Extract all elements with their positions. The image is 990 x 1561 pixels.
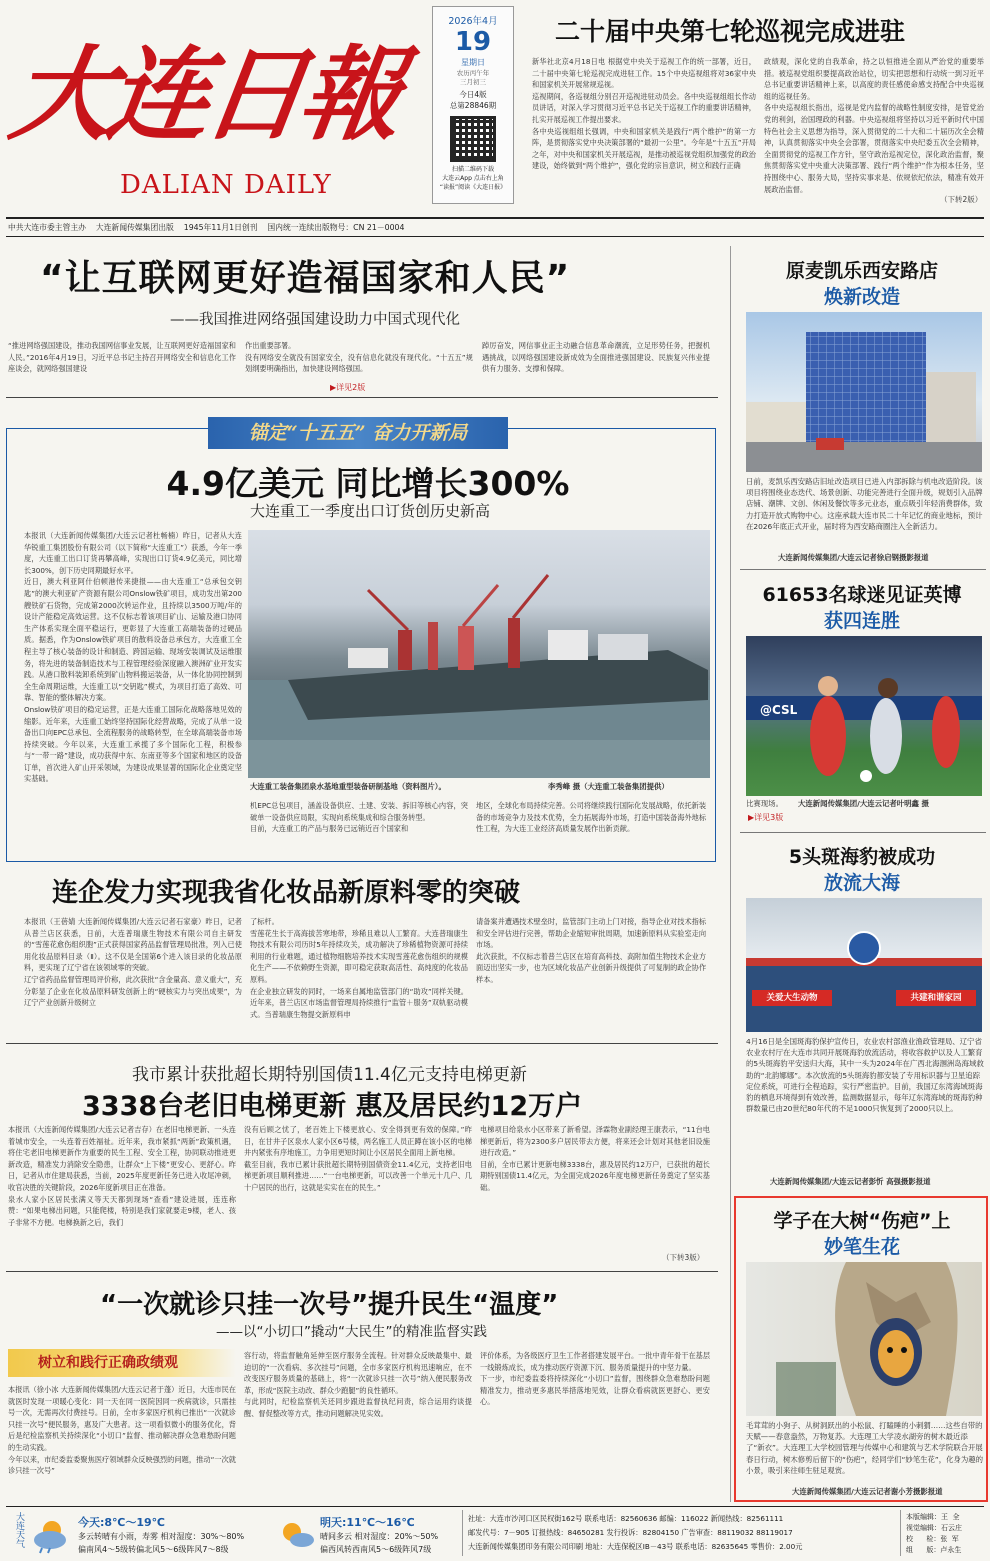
side4-title-1[interactable]: 学子在大树“伤疤”上	[773, 1210, 951, 1232]
football-photo-svg	[746, 636, 982, 796]
editor-2: 视觉编辑：石云庄	[906, 1524, 962, 1532]
side4-title-2[interactable]: 妙笔生花	[823, 1236, 900, 1258]
qr-code-icon[interactable]	[450, 116, 496, 162]
seal-sign-left: 关爱大生动物	[766, 993, 818, 1003]
date-day: 19	[454, 27, 492, 57]
side1-credit: 大连新闻传媒集团/大连云记者徐启钢摄影报道	[778, 553, 929, 562]
editor-4: 组 版：卢永生	[906, 1546, 962, 1554]
editor-3: 校 检：张 军	[906, 1535, 959, 1543]
side3-credit: 大连新闻传媒集团/大连云记者彭忻 高强摄影报道	[770, 1177, 931, 1186]
rule-2	[6, 1043, 718, 1044]
side2-title-1[interactable]: 61653名球迷见证英博	[762, 584, 962, 606]
masthead-logo-en: DALIAN DAILY	[120, 170, 332, 200]
heavy-col-3: 地区，全球化布局持续完善。公司将继续践行国际化发展战略，依托新装备的市场竞争力及技术优势，全力拓展海外市场，打造中国装备海外地标性工程，为大连工业经济高质量发展作出新贡献。	[476, 801, 706, 834]
rule-1	[6, 397, 718, 398]
building-photo-svg	[746, 312, 982, 472]
masthead-logo	[3, 30, 412, 200]
port-photo-svg	[248, 530, 710, 778]
clinic-tag	[8, 1349, 236, 1377]
side2-title-2[interactable]: 获四连胜	[823, 610, 900, 632]
side-rule-1	[740, 569, 986, 570]
tree-painting-photo	[746, 1262, 982, 1416]
svg-text:@CSL: @CSL	[760, 703, 798, 717]
internet-continue[interactable]: ▶详见2版	[330, 383, 366, 392]
issue-number: 总第28846期	[449, 101, 497, 110]
heavy-subhead: 大连重工一季度出口订货创历史新高	[249, 502, 490, 520]
side4-credit: 大连新闻传媒集团/大连云记者谢小芳摄影报道	[792, 1487, 943, 1496]
weather-today-1: 多云转晴有小雨，寿雾 相对湿度：30%～80%	[78, 1532, 245, 1541]
weather-today-icon	[30, 1514, 70, 1554]
qr-text-1: 扫描二维码下载	[451, 166, 494, 173]
date-year-month: 2026年4月	[448, 16, 498, 27]
cosmetics-col-2: 了标杆。 雪莲花生长于高海拔苦寒地带，珍稀且难以人工繁育。大连普瑞康生物技术有限公司历时5年持续攻关，成功解决了珍稀植物资源可持续利用的行业难题，通过植物细胞培养技术实现雪莲花愈伤组织的规模化生产——不依赖野生资源，即可稳定获取高活性、高纯度的化妆品原料。 在企业独立研发的同时，一场来自属地监管部门的“助攻”同样关键。近年来，普兰店区市场监督管理局持续推行“监管＋服务”双轨驱动模式。当普瑞康生物提交新原料申	[250, 917, 468, 1019]
elevator-kicker: 我市累计获批超长期特别国债11.4亿元支持电梯更新	[132, 1065, 527, 1085]
lead-continue[interactable]: （下转2版）	[940, 195, 983, 204]
lead-col-1: 新华社北京4月18日电 根据党中央关于巡视工作的统一部署，近日，二十届中央第七轮巡视完成进驻工作。15个中央巡视组将对36家中央和国家机关开展常规巡视。 巡视期间，各巡视组分别召开巡视进驻动员会。各中央巡视组组长作动员讲话，对深入学习贯彻习近平总书记关于巡视工作的重要讲话精神，扎实开展巡视工作提出要求。 各中央巡视组组长强调，中央和国家机关是践行“两个维护”的第一方阵，是贯彻落实党中央决策部署的“最初一公里”。今年是“十五五”开局之年，对中央和国家机关开展巡视，是推动被巡视党组织加强党的政治建设，始终做到“两个维护”，强化党的宗旨意识，树立和践行正确	[532, 57, 756, 171]
side1-title-1[interactable]: 原麦凯乐西安路店	[785, 260, 938, 282]
weather-tomorrow-label: 明天:11℃～16℃	[320, 1516, 415, 1529]
elevator-continue[interactable]: （下转3版）	[662, 1253, 705, 1262]
weather-tomorrow-icon	[276, 1514, 316, 1554]
port-photo-caption: 大连重工装备集团泉水基地重型装备研制基地（资料图片）。	[250, 782, 446, 791]
side3-caption: 4月16日是全国斑海豹保护宣传日，农业农村部渔业渔政管理局、辽宁省农业农村厅在大连市共同开展斑海豹放流活动，将收容救护以及人工繁育的5头斑海豹平安送归大海，其中一头为2024年在广西北海涠洲岛海域救助的“北韵娜娜”。本次放流的5头斑海豹都安装了专用标识器与卫星追踪定位系统，可进行全程追踪，实行严密监护。目前，我国辽东湾海域斑海豹的栖息环境得到有效改善，监测数据显示，每年辽东湾海域的斑海豹种群数量已由20世纪80年代的不足1000只恢复到了2000只以上。	[746, 1037, 984, 1114]
masthead-logo-cn: 大连日報	[3, 35, 405, 155]
sun-cloud-icon	[276, 1514, 316, 1554]
port-photo-credit: 李秀峰 摄（大连重工装备集团提供）	[548, 782, 669, 791]
info-bar: 中共大连市委主管主办 大连新闻传媒集团出版 1945年11月1日创刊 国内统一连续出版物号：CN 21－0004	[8, 223, 405, 232]
side2-credit: 大连新闻传媒集团/大连云记者叶明鑫 摄	[798, 799, 929, 808]
elevator-col-1: 本报讯（大连新闻传媒集团/大连云记者吉存）在老旧电梯更新、一头连着城市安全，一头连着百姓福祉。近年来，我市紧抓“两新”政策机遇，将住宅老旧电梯更新作为重要的民生工程、安全工程，协同联动推进更新改造，精准发力消除安全隐患，让群众“上下楼”更安心、更舒心。昨日，记者从市住建局获悉，当前，2025年度更新任务已进入收尾冲刺，收官决胜的关键阶段，2026年度新项目正在准备。 泉水人家小区居民张满义等天天都到现场“查看”建设进展，连连称赞：“如果电梯出问题，只能爬楼，特别是我们家就要走9楼，老人、孩子非常不方便。电梯换新之后，我们	[8, 1125, 236, 1227]
clinic-col-1: 本报讯（徐小冰 大连新闻传媒集团/大连云记者于蓬）近日，大连市民在就医时发现一项暖心变化：同一天在同一医院因同一疾病就诊，只需挂号一次，无需再次付费挂号。日前，全市多家医疗机构已推出“一次就诊只挂一次号”便民服务，惠及广大患者。这一项看似微小的服务优化，背后是纪检监察机关持续深化“小切口”监督、推动解决群众急难愁盼问题的生动实践。 今年以来，市纪委监委聚焦医疗领域群众反映强烈的问题，推动“一次就诊只挂一次号”	[8, 1385, 236, 1476]
info-bar-rule-top	[6, 217, 984, 219]
internet-headline[interactable]: “让互联网更好造福国家和人民”	[40, 258, 571, 299]
weather-today-2: 偏南风4～5级转偏北风5～6级阵风7～8级	[78, 1545, 229, 1554]
weather-tomorrow-2: 偏西风转西南风5～6级阵风7级	[320, 1545, 432, 1554]
banner-label: 锚定“十五五” 奋力开新局	[248, 422, 468, 444]
date-weekday: 星期日	[461, 58, 485, 67]
clinic-col-3: 评价体系，为各级医疗卫生工作者搭建发展平台。一批中青年骨干在基层一线锻炼成长，成为推动医疗资源下沉、服务质量提升的中坚力量。 下一步，市纪委监委将持续深化“小切口”监督，围绕群众急难愁盼问题精准发力，推动更多惠民举措落地见效，让群众看病就医更舒心、更安心。	[480, 1351, 710, 1407]
sidebar-divider	[730, 246, 731, 1502]
clinic-tag-label: 树立和践行正确政绩观	[38, 1355, 178, 1371]
seal-sign-right: 共建和谐家园	[910, 993, 962, 1003]
side2-continue[interactable]: ▶详见3版	[748, 813, 784, 822]
rule-3	[6, 1271, 718, 1272]
elevator-headline[interactable]: 3338台老旧电梯更新 惠及居民约12万户	[82, 1091, 583, 1122]
internet-continue-label: 详见2版	[336, 383, 366, 392]
lunar-day: 三月初三	[460, 78, 486, 86]
seal-release-photo-svg	[746, 898, 982, 1032]
clinic-col-2: 容行动，将监督触角延伸至医疗服务全流程。针对群众反映最集中、最迫切的“一次看病、多次挂号”问题，全市多家医疗机构迅速响应，在不改变医疗服务质量的基础上，将“一次就诊只挂一次号”纳入便民服务改革，形成“医院主动改、群众少跑腿”的良性循环。 与此同时，纪检监察机关还同步跟进监督执纪问责，综合运用约谈提醒、督促整改等方式，推动问题解决见实效。	[244, 1351, 472, 1418]
side2-caption: 比赛现场。	[746, 799, 783, 808]
port-photo	[248, 530, 710, 778]
elevator-col-2: 没有后顾之忧了，老百姓上下楼更放心、安全得到更有效的保障。”昨日，在甘井子区泉水人家小区6号楼，两名施工人员正蹲在该小区的电梯井内紧张有序地施工，力争用更短时间让小区居民全面用上新电梯。 截至目前，我市已累计获批超长期特别国债资金11.4亿元，支持老旧电梯更新项目顺利推进……“一台电梯更新，可以改善一个单元十几户、几十户居民的出行，这就是实实在在的民生。”	[244, 1125, 472, 1192]
side3-title-2[interactable]: 放流大海	[823, 872, 900, 894]
side1-caption: 日前，麦凯乐西安路店旧址改造项目已进入内部拆除与机电改造阶段。该项目将围绕业态迭代、场景创新、功能完善进行全面升级，规划引入品牌店铺、潮牌、文创、休闲及餐饮等多元业态，重点吸引年轻消费群体，致力打造开放式购物中心。这座承载大连市民二十年记忆的商业地标，预计在2026年底正式开业，届时将为西安路商圈注入全新活力。	[746, 477, 983, 531]
heavy-col-2: 机EPC总包项目，涵盖设备供应、土建、安装、拆旧等核心内容，突破单一设备供应局限，实现向系统集成和综合服务转型。 目前，大连重工的产品与服务已远销近百个国家和	[250, 801, 468, 834]
footer-divider-2	[900, 1510, 901, 1556]
cosmetics-headline[interactable]: 连企发力实现我省化妆品新原料零的突破	[52, 878, 521, 908]
building-photo	[746, 312, 982, 472]
side2-continue-label: 详见3版	[754, 813, 784, 822]
internet-col-3: 踔厉奋发，网信事业正主动融合信息革命潮流，立足形势任务，把握机遇挑战，以网络强国建设新成效为全面推进强国建设、民族复兴伟业提供有力服务、支撑和保障。	[482, 341, 710, 374]
internet-subhead: ——我国推进网络强国建设助力中国式现代化	[170, 312, 460, 328]
clinic-subhead: ——以“小切口”撬动“大民生”的精准监督实践	[216, 1324, 487, 1340]
footer-address-2: 邮发代号：7－905 订报热线：84650281 发行投诉：82804150 广告审查：88119032 88119017	[468, 1528, 793, 1537]
date-block	[432, 6, 514, 204]
tree-painting-photo-svg	[746, 1262, 982, 1416]
lead-col-2: 政绩观，深化党的自我革命，持之以恒推进全面从严治党的重要举措。被巡视党组织要提高政治站位，切实把思想和行动统一到习近平总书记重要讲话精神上来，以高度的责任感使命感支持配合中央巡视组的巡视任务。 各中央巡视组长指出，巡视是党内监督的战略性制度安排，是管党治党的利剑，治国理政的利器。中央巡视组将坚持以习近平新时代中国特色社会主义思想为指导，深入贯彻党的二十大和二十届历次全会精神，认真贯彻落实中央全会部署，贯彻落实中央纪委五次全会精神，全面贯彻党的巡视工作方针，坚守政治巡视定位，深化政治监督，聚焦贯彻落实党中央重大决策部署、践行“两个维护”作为根本任务，坚持围绕中心、服务大局，坚持实事求是、依规依纪依法，精准有效开展政治监督。	[764, 57, 984, 194]
internet-col-2: 作出重要部署。 没有网络安全就没有国家安全，没有信息化就没有现代化。“十五五”规划纲要明确指出，加快建设网络强国。	[245, 341, 473, 374]
footer-weather-vertical: 大连天气	[14, 1512, 24, 1548]
football-photo	[746, 636, 982, 796]
footer-address-1: 社址：大连市沙河口区民权街162号 联系电话：82560636 邮编：116022 新闻热线：82561111	[468, 1514, 784, 1523]
side4-caption: 毛茸茸的小狗子、从树洞跃出的小松鼠、打瞌睡的小刺猬……这些自带的天赋——春意盎然，万物复苏。大连理工大学凌水湖旁的树木最近添了“新衣”。大连理工大学校园管理与传媒中心和建筑与艺术学院联合开展春日行动，树木修剪后留下的“伤疤”，经同学们“妙笔生花”，化身为趣的小景，吸引来往师生驻足观赏。	[746, 1421, 984, 1475]
side-rule-2	[740, 832, 986, 833]
qr-text-2: 大连云App 点击右上角	[442, 175, 504, 182]
page-count: 今日4版	[459, 90, 487, 99]
cosmetics-col-1: 本报讯（王蓓婧 大连新闻传媒集团/大连云记者石家豪）昨日，记者从普兰店区获悉，日前，大连普瑞康生物技术有限公司自主研发的“雪莲花愈伤组织胞”正式获得国家药品监督管理局批准，列入已使用化妆品原料目录（Ⅱ）。这不仅是全国第6个进入该目录的化妆品原料，更实现了辽宁省在该领域零的突破。 辽宁省药品监督管理局评价称，此次获批“含金量高、意义重大”，充分彰显了企业在化妆品原料研发创新上的“硬核实力与突出成果”，为辽宁产业创新升级树立	[24, 917, 242, 1008]
banner	[208, 417, 508, 449]
footer-address-3: 大连新闻传媒集团印务有限公司印刷 地址：大连保税区IB－43号 联系电话：82635645 零售价：2.00元	[468, 1542, 803, 1551]
weather-today-label: 今天:8℃～19℃	[78, 1516, 166, 1529]
cloud-sun-icon	[30, 1514, 70, 1554]
footer-divider	[462, 1510, 463, 1556]
lunar-year: 农历丙午年	[456, 69, 490, 77]
footer-rule	[6, 1506, 984, 1507]
side1-title-2[interactable]: 焕新改造	[823, 286, 900, 308]
seal-release-photo	[746, 898, 982, 1032]
editor-1: 本版编辑：王 全	[906, 1513, 960, 1521]
weather-tomorrow-1: 晴间多云 相对湿度：20%～50%	[320, 1532, 439, 1541]
heavy-col-1: 本报讯（大连新闻传媒集团/大连云记者杜畅楠）昨日，记者从大连华锐重工集团股份有限公司（以下简称“大连重工”）获悉，今年一季度，大连重工出口订货再攀高峰，实现出口订货4.9亿美元，同比增长300%，创下历史同期最好水平。 近日，澳大利亚阿什伯顿港传来捷报——由大连重工“总承包交钥匙”的澳大利亚矿产资源有限公司Onslow铁矿项目，成功发出第200艘铁矿石货物，完成第2000次转运作业，且持续以3500万吨/年的设计产能稳定高效运营。这不仅标志着该项目矿山、运输及港口协同生产体系实现全面平稳运行，更彰显了大连重工高端装备的过硬品质。据悉，作为Onslow铁矿项目的散料设备总承包方，大连重工全程主导了核心装备的设计和制造、跨国运输、现场安装调试及运维服务，将先进的装备制造技术与工程管理经验深度融入澳洲矿业开发实践。从港口散料装卸系统到矿山物料搬运装备，从一体化协同控制到全生命周期运维，大连重工以“交钥匙”模式，为项目打造了高效、可靠、智能的整体解决方案。 Onslow铁矿项目的稳定运营，正是大连重工国际化战略落地见效的缩影。近年来，大连重工始终坚持国际化经营战略，完成了从单一设备出口向EPC总承包、全流程服务的战略转型，在全球高端装备市场持续突破。今年以来，大连重工承揽了多个国际化工程，积极参与“一带一路”建设，成功获得中东、东南亚等多个国家和地区的设备订单，首次进入矿山开采领域，为建设成果显著的国际化企业奠定坚实基础。	[24, 531, 242, 784]
elevator-col-3: 电梯项目给泉水小区带来了新希望。泽霖物业副经理王康表示，“11台电梯更新后，将为2300多户居民带去方便，将来还会计划对其他老旧设施进行改造。” 目前，全市已累计更新电梯3338台，惠及居民约12万户，已获批的超长期特别国债11.4亿元，为全面完成2026年度电梯更新任务奠定了坚实基础。	[480, 1125, 710, 1192]
side3-title-1[interactable]: 5头斑海豹被成功	[788, 846, 936, 868]
heavy-headline[interactable]: 4.9亿美元 同比增长300%	[166, 464, 570, 503]
qr-text-3: “读报”阅读《大连日报》	[439, 184, 507, 191]
cosmetics-col-3: 请备案并遭遇技术壁垒时，监管部门主动上门对接，指导企业对技术指标和安全评估进行完善，帮助企业缩短审批周期，加速新原料从实验室走向市场。 此次获批，不仅标志着普兰店区在培育高科技、高附加值生物技术企业方面迈出坚实一步，也为区域化妆品产业创新升级提供了可复制的政企协作样本。	[476, 917, 706, 984]
lead-headline[interactable]: 二十届中央第七轮巡视完成进驻	[555, 17, 906, 46]
clinic-headline[interactable]: “一次就诊只挂一次号”提升民生“温度”	[100, 1290, 559, 1320]
info-bar-rule-bottom	[6, 236, 984, 237]
internet-col-1: “推进网络强国建设，推动我国网信事业发展，让互联网更好造福国家和人民。”2016年4月19日，习近平总书记主持召开网络安全和信息化工作座谈会，就网络强国建设	[8, 341, 236, 374]
